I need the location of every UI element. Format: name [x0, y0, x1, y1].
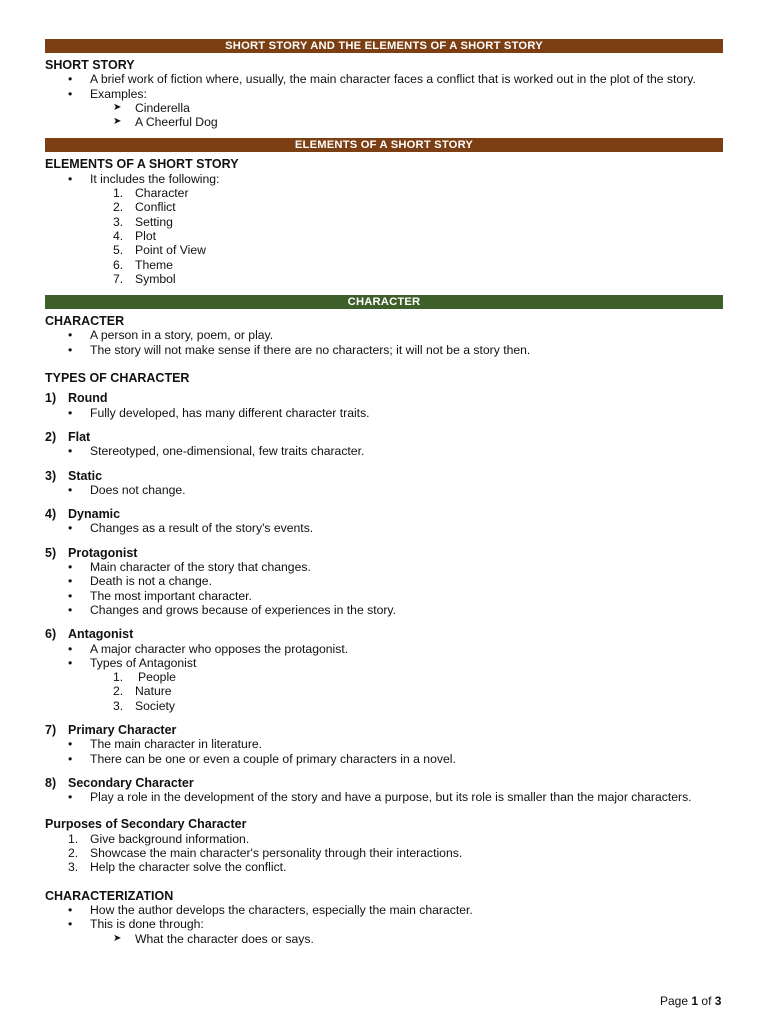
list-item: 6. Theme — [113, 257, 173, 272]
bullet-icon: • — [68, 902, 73, 917]
heading-types-of-character: TYPES OF CHARACTER — [45, 371, 190, 386]
list-item: 4. Plot — [113, 228, 157, 243]
bullet-icon: • — [68, 342, 73, 357]
list-item: 1. Give background information. — [68, 831, 250, 846]
bullet-item — [45, 752, 723, 766]
bullet-text: It includes the following: — [90, 171, 220, 186]
bullet-text: Main character of the story that changes. — [90, 560, 311, 575]
example-text: A Cheerful Dog — [135, 115, 218, 130]
bullet-item — [45, 790, 723, 804]
purpose-text: Help the character solve the conflict. — [90, 860, 287, 875]
list-item: 2. Conflict — [113, 200, 176, 215]
list-item: 3. Society — [113, 698, 175, 713]
heading-characterization: CHARACTERIZATION — [45, 888, 174, 903]
type-heading-secondary: 8) Secondary Character — [45, 775, 194, 790]
bullet-text: Changes as a result of the story's events. — [90, 521, 314, 536]
element-text: Plot — [135, 228, 157, 243]
subtype-text: Society — [135, 698, 175, 713]
type-heading-antagonist: 6) Antagonist — [45, 627, 134, 642]
bullet-item — [45, 589, 723, 603]
bullet-text: The most important character. — [90, 588, 252, 603]
bullet-text: The story will not make sense if there are no characters; it will not be a story then. — [90, 342, 531, 357]
element-text: Theme — [135, 257, 173, 272]
arrow-bullet-icon: ➤ — [113, 116, 122, 128]
bullet-text: How the author develops the characters, especially the main character. — [90, 902, 473, 917]
arrow-item — [45, 932, 723, 946]
bullet-item — [45, 72, 723, 86]
list-item: 2. Showcase the main character's personality through their interactions. — [68, 846, 463, 861]
bullet-icon: • — [68, 655, 73, 670]
bullet-icon: • — [68, 171, 73, 186]
bullet-item — [45, 328, 723, 342]
arrow-item — [45, 115, 723, 129]
list-item: 1. People — [113, 670, 176, 685]
bullet-icon: • — [68, 405, 73, 420]
bullet-icon: • — [68, 482, 73, 497]
list-item: 1. Character — [113, 186, 189, 201]
heading-elements: ELEMENTS OF A SHORT STORY — [45, 157, 239, 172]
bullet-text: The main character in literature. — [90, 737, 263, 752]
section-bar-character: CHARACTER — [45, 295, 723, 309]
page-number-footer: Page 1 of 3 — [660, 994, 722, 1008]
list-item: 2. Nature — [113, 684, 172, 699]
bullet-item — [45, 560, 723, 574]
list-item: 7. Symbol — [113, 271, 176, 286]
subtype-text: Nature — [135, 684, 172, 699]
list-item: 3. Setting — [113, 214, 173, 229]
bullet-item — [45, 574, 723, 588]
bullet-icon: • — [68, 641, 73, 656]
bullet-item — [45, 406, 723, 420]
list-item: 3. Help the character solve the conflict. — [68, 860, 287, 875]
bullet-text: A brief work of fiction where, usually, the main character faces a conflict that is worked out in the plot of the story. — [90, 72, 696, 87]
purpose-text: Give background information. — [90, 831, 250, 846]
section-bar-elements: ELEMENTS OF A SHORT STORY — [45, 138, 723, 152]
heading-short-story: SHORT STORY — [45, 58, 135, 72]
bullet-text: A person in a story, poem, or play. — [90, 328, 274, 343]
bullet-text: Fully developed, has many different character traits. — [90, 405, 370, 420]
element-text: Character — [135, 186, 189, 201]
bullet-item — [45, 656, 723, 670]
bullet-text: Play a role in the development of the story and have a purpose, but its role is smaller than the major characters. — [90, 790, 692, 805]
bullet-item — [45, 343, 723, 357]
example-text: Cinderella — [135, 100, 190, 115]
bullet-text: Stereotyped, one-dimensional, few traits character. — [90, 444, 365, 459]
heading-character: CHARACTER — [45, 314, 125, 329]
arrow-item — [45, 101, 723, 115]
bullet-text: Types of Antagonist — [90, 655, 197, 670]
type-heading-flat: 2) Flat — [45, 429, 91, 444]
bullet-icon: • — [68, 72, 73, 87]
element-text: Point of View — [135, 243, 206, 258]
bullet-icon: • — [68, 588, 73, 603]
bullet-text: A major character who opposes the protagonist. — [90, 641, 349, 656]
bullet-item — [45, 172, 723, 186]
subtype-text: People — [138, 670, 176, 685]
type-heading-protagonist: 5) Protagonist — [45, 545, 138, 560]
bullet-icon: • — [68, 521, 73, 536]
element-text: Setting — [135, 214, 173, 229]
bullet-item — [45, 642, 723, 656]
list-item: 5. Point of View — [113, 243, 206, 258]
bullet-item — [45, 903, 723, 917]
element-text: Conflict — [135, 200, 176, 215]
bullet-item — [45, 603, 723, 617]
section-bar-short-story: SHORT STORY AND THE ELEMENTS OF A SHORT STORY — [45, 39, 723, 53]
bullet-icon: • — [68, 444, 73, 459]
page-content — [45, 39, 723, 946]
sub-text: What the character does or says. — [135, 931, 314, 946]
element-text: Symbol — [135, 271, 176, 286]
type-heading-primary: 7) Primary Character — [45, 722, 177, 737]
bullet-icon: • — [68, 917, 73, 932]
bullet-item — [45, 737, 723, 751]
bullet-item — [45, 521, 723, 535]
bullet-text: Does not change. — [90, 482, 186, 497]
heading-purposes: Purposes of Secondary Character — [45, 817, 247, 832]
bullet-icon: • — [68, 328, 73, 343]
bullet-text: Death is not a change. — [90, 574, 212, 589]
type-heading-dynamic: 4) Dynamic — [45, 507, 121, 522]
bullet-icon: • — [68, 560, 73, 575]
bullet-icon: • — [68, 751, 73, 766]
bullet-text: This is done through: — [90, 917, 204, 932]
bullet-item — [45, 917, 723, 931]
bullet-text: Examples: — [90, 86, 147, 101]
type-heading-round: 1) Round — [45, 391, 108, 406]
type-heading-static: 3) Static — [45, 468, 103, 483]
arrow-bullet-icon: ➤ — [113, 101, 122, 113]
bullet-item — [45, 483, 723, 497]
bullet-icon: • — [68, 737, 73, 752]
arrow-bullet-icon: ➤ — [113, 932, 122, 944]
bullet-icon: • — [68, 574, 73, 589]
bullet-item — [45, 444, 723, 458]
purpose-text: Showcase the main character's personality through their interactions. — [90, 846, 463, 861]
bullet-icon: • — [68, 790, 73, 805]
bullet-icon: • — [68, 602, 73, 617]
bullet-item — [45, 87, 723, 101]
bullet-icon: • — [68, 86, 73, 101]
bullet-text: Changes and grows because of experiences in the story. — [90, 602, 396, 617]
bullet-text: There can be one or even a couple of primary characters in a novel. — [90, 751, 456, 766]
